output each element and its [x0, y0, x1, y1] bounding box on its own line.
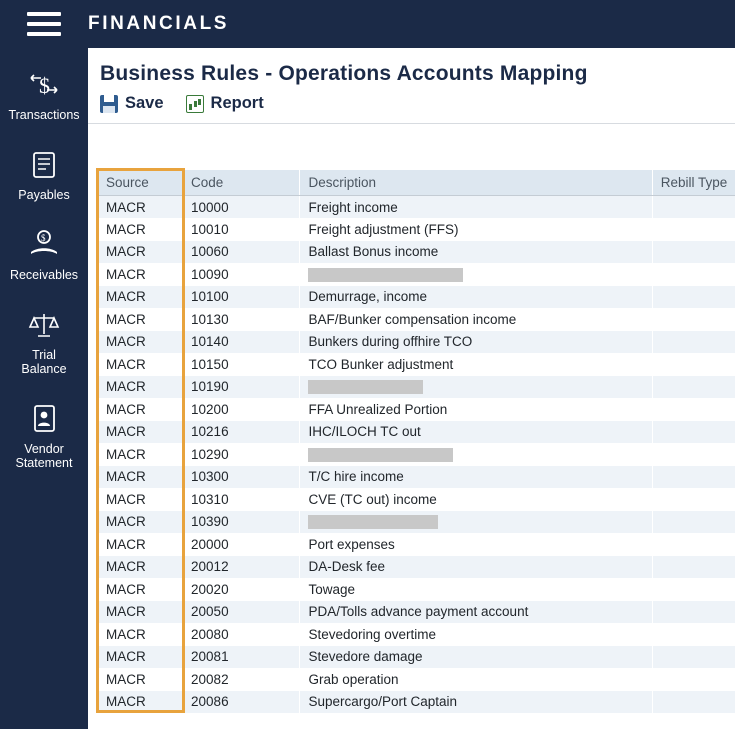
cell-rebill-type[interactable]: [652, 578, 735, 601]
cell-code[interactable]: 20081: [183, 646, 300, 669]
table-row[interactable]: [98, 691, 735, 714]
hamburger-bar: [27, 32, 61, 36]
cell-code[interactable]: 10150: [183, 353, 300, 376]
cell-source[interactable]: MACR: [98, 286, 183, 309]
sidebar-item-receivables[interactable]: [0, 216, 88, 296]
table-row[interactable]: [98, 196, 735, 219]
cell-code[interactable]: 20020: [183, 578, 300, 601]
cell-code[interactable]: 10290: [183, 443, 300, 466]
money-transfer-icon: [25, 68, 63, 102]
toolbar: [88, 94, 735, 124]
cell-description[interactable]: DA-Desk fee: [300, 556, 652, 579]
cell-rebill-type[interactable]: [652, 623, 735, 646]
hamburger-menu-icon[interactable]: [0, 0, 88, 48]
cell-source[interactable]: MACR: [98, 263, 183, 286]
chart-icon: [186, 95, 204, 113]
save-button-label: Save: [125, 94, 164, 112]
cell-description[interactable]: Grab operation: [300, 668, 652, 691]
cell-rebill-type[interactable]: [652, 376, 735, 399]
cell-code[interactable]: 10140: [183, 331, 300, 354]
cell-code[interactable]: 10216: [183, 421, 300, 444]
table-row[interactable]: [98, 286, 735, 309]
accounts-mapping-table: [98, 170, 735, 713]
cell-rebill-type[interactable]: [652, 511, 735, 534]
cell-source[interactable]: MACR: [98, 623, 183, 646]
cell-rebill-type[interactable]: [652, 668, 735, 691]
app-title: FINANCIALS: [88, 13, 230, 34]
cell-description[interactable]: Stevedoring overtime: [300, 623, 652, 646]
cell-code[interactable]: 10000: [183, 196, 300, 219]
cell-code[interactable]: 10390: [183, 511, 300, 534]
body-region: [0, 48, 735, 729]
save-button[interactable]: [100, 94, 164, 113]
cell-code[interactable]: 10190: [183, 376, 300, 399]
column-header-source[interactable]: Source: [98, 170, 183, 196]
cell-source[interactable]: MACR: [98, 443, 183, 466]
table-row[interactable]: [98, 533, 735, 556]
hand-coin-icon: [25, 228, 63, 262]
cell-source[interactable]: MACR: [98, 466, 183, 489]
sidebar: [0, 48, 88, 729]
cell-description[interactable]: TCO Bunker adjustment: [300, 353, 652, 376]
cell-rebill-type[interactable]: [652, 196, 735, 219]
cell-rebill-type[interactable]: [652, 533, 735, 556]
table-row[interactable]: [98, 241, 735, 264]
table-row[interactable]: [98, 263, 735, 286]
column-header-rebill-type[interactable]: Rebill Type: [652, 170, 735, 196]
floppy-disk-icon: [100, 95, 118, 113]
table-row[interactable]: [98, 601, 735, 624]
cell-description[interactable]: Supercargo/Port Captain: [300, 691, 652, 714]
cell-description[interactable]: [300, 376, 652, 399]
cell-source[interactable]: MACR: [98, 601, 183, 624]
cell-description[interactable]: IHC/ILOCH TC out: [300, 421, 652, 444]
cell-source[interactable]: MACR: [98, 353, 183, 376]
cell-description[interactable]: PDA/Tolls advance payment account: [300, 601, 652, 624]
cell-description[interactable]: BAF/Bunker compensation income: [300, 308, 652, 331]
table-row[interactable]: [98, 623, 735, 646]
cell-rebill-type[interactable]: [652, 488, 735, 511]
cell-source[interactable]: MACR: [98, 578, 183, 601]
cell-description[interactable]: [300, 263, 652, 286]
cell-rebill-type[interactable]: [652, 646, 735, 669]
cell-description[interactable]: Demurrage, income: [300, 286, 652, 309]
table-row[interactable]: [98, 421, 735, 444]
sidebar-label-line1: Vendor: [24, 442, 64, 456]
cell-code[interactable]: 10310: [183, 488, 300, 511]
sidebar-label-vendor-statement: [4, 442, 84, 470]
cell-source[interactable]: MACR: [98, 376, 183, 399]
cell-rebill-type[interactable]: [652, 691, 735, 714]
page-title: Business Rules - Operations Accounts Mapping: [100, 62, 588, 85]
cell-rebill-type[interactable]: [652, 241, 735, 264]
cell-source[interactable]: MACR: [98, 398, 183, 421]
sidebar-label-line2: Statement: [15, 456, 73, 470]
cell-rebill-type[interactable]: [652, 263, 735, 286]
cell-source[interactable]: MACR: [98, 241, 183, 264]
document-person-icon: [25, 402, 63, 436]
cell-code[interactable]: 10010: [183, 218, 300, 241]
cell-description[interactable]: CVE (TC out) income: [300, 488, 652, 511]
redacted-block: [308, 380, 423, 394]
column-header-description[interactable]: Description: [300, 170, 652, 196]
cell-source[interactable]: MACR: [98, 668, 183, 691]
table-row[interactable]: [98, 376, 735, 399]
cell-source[interactable]: MACR: [98, 556, 183, 579]
main-content: [88, 48, 735, 729]
table-row[interactable]: [98, 218, 735, 241]
sidebar-item-payables[interactable]: [0, 136, 88, 216]
sidebar-label-trial-balance: [4, 348, 84, 376]
sidebar-label-payables: Payables: [18, 188, 70, 202]
cell-description[interactable]: [300, 511, 652, 534]
grid-container: [88, 124, 735, 729]
sidebar-label-line2: Balance: [21, 362, 67, 376]
cell-code[interactable]: 10100: [183, 286, 300, 309]
cell-rebill-type[interactable]: [652, 331, 735, 354]
table-row[interactable]: [98, 578, 735, 601]
sidebar-item-transactions[interactable]: [0, 56, 88, 136]
cell-code[interactable]: 20086: [183, 691, 300, 714]
table-row[interactable]: [98, 488, 735, 511]
cell-rebill-type[interactable]: [652, 421, 735, 444]
cell-code[interactable]: 20050: [183, 601, 300, 624]
table-row[interactable]: [98, 443, 735, 466]
cell-code[interactable]: 20012: [183, 556, 300, 579]
column-header-code[interactable]: Code: [183, 170, 300, 196]
cell-description[interactable]: Towage: [300, 578, 652, 601]
cell-rebill-type[interactable]: [652, 353, 735, 376]
sidebar-label-transactions: Transactions: [8, 108, 80, 122]
cell-source[interactable]: MACR: [98, 511, 183, 534]
cell-source[interactable]: MACR: [98, 331, 183, 354]
sidebar-item-trial-balance[interactable]: [0, 296, 88, 390]
invoice-icon: [25, 148, 63, 182]
table-header-row: [98, 170, 735, 196]
cell-code[interactable]: 20082: [183, 668, 300, 691]
sidebar-item-vendor-statement[interactable]: [0, 390, 88, 484]
sidebar-label-receivables: Receivables: [9, 268, 79, 282]
cell-source[interactable]: MACR: [98, 196, 183, 219]
table-row[interactable]: [98, 511, 735, 534]
cell-description[interactable]: FFA Unrealized Portion: [300, 398, 652, 421]
cell-code[interactable]: 10200: [183, 398, 300, 421]
cell-code[interactable]: 10090: [183, 263, 300, 286]
table-body: [98, 196, 735, 714]
top-bar: [0, 0, 735, 48]
hamburger-bar: [27, 12, 61, 16]
cell-rebill-type[interactable]: [652, 601, 735, 624]
cell-rebill-type[interactable]: [652, 443, 735, 466]
cell-description[interactable]: Port expenses: [300, 533, 652, 556]
redacted-block: [308, 515, 438, 529]
cell-rebill-type[interactable]: [652, 556, 735, 579]
cell-description[interactable]: T/C hire income: [300, 466, 652, 489]
report-button[interactable]: [186, 94, 264, 113]
table-row[interactable]: [98, 398, 735, 421]
cell-source[interactable]: MACR: [98, 533, 183, 556]
cell-rebill-type[interactable]: [652, 286, 735, 309]
table-row[interactable]: [98, 353, 735, 376]
cell-rebill-type[interactable]: [652, 398, 735, 421]
table-row[interactable]: [98, 466, 735, 489]
cell-source[interactable]: MACR: [98, 421, 183, 444]
hamburger-bar: [27, 22, 61, 26]
table-row[interactable]: [98, 331, 735, 354]
cell-code[interactable]: 20080: [183, 623, 300, 646]
table-row[interactable]: [98, 556, 735, 579]
cell-source[interactable]: MACR: [98, 218, 183, 241]
cell-description[interactable]: Freight adjustment (FFS): [300, 218, 652, 241]
table-row[interactable]: [98, 308, 735, 331]
cell-code[interactable]: 20000: [183, 533, 300, 556]
cell-source[interactable]: MACR: [98, 691, 183, 714]
redacted-block: [308, 268, 463, 282]
cell-code[interactable]: 10130: [183, 308, 300, 331]
cell-source[interactable]: MACR: [98, 488, 183, 511]
table-row[interactable]: [98, 646, 735, 669]
cell-source[interactable]: MACR: [98, 646, 183, 669]
cell-description[interactable]: [300, 443, 652, 466]
redacted-block: [308, 448, 453, 462]
cell-code[interactable]: 10300: [183, 466, 300, 489]
cell-description[interactable]: Stevedore damage: [300, 646, 652, 669]
table-row[interactable]: [98, 668, 735, 691]
report-button-label: Report: [210, 94, 264, 112]
cell-source[interactable]: MACR: [98, 308, 183, 331]
cell-code[interactable]: 10060: [183, 241, 300, 264]
svg-text:$: $: [41, 233, 46, 243]
cell-description[interactable]: Ballast Bonus income: [300, 241, 652, 264]
cell-rebill-type[interactable]: [652, 466, 735, 489]
svg-text:$: $: [39, 73, 50, 98]
cell-description[interactable]: Freight income: [300, 196, 652, 219]
cell-rebill-type[interactable]: [652, 308, 735, 331]
cell-rebill-type[interactable]: [652, 218, 735, 241]
cell-description[interactable]: Bunkers during offhire TCO: [300, 331, 652, 354]
sidebar-label-line1: Trial: [32, 348, 56, 362]
scales-icon: [25, 308, 63, 342]
